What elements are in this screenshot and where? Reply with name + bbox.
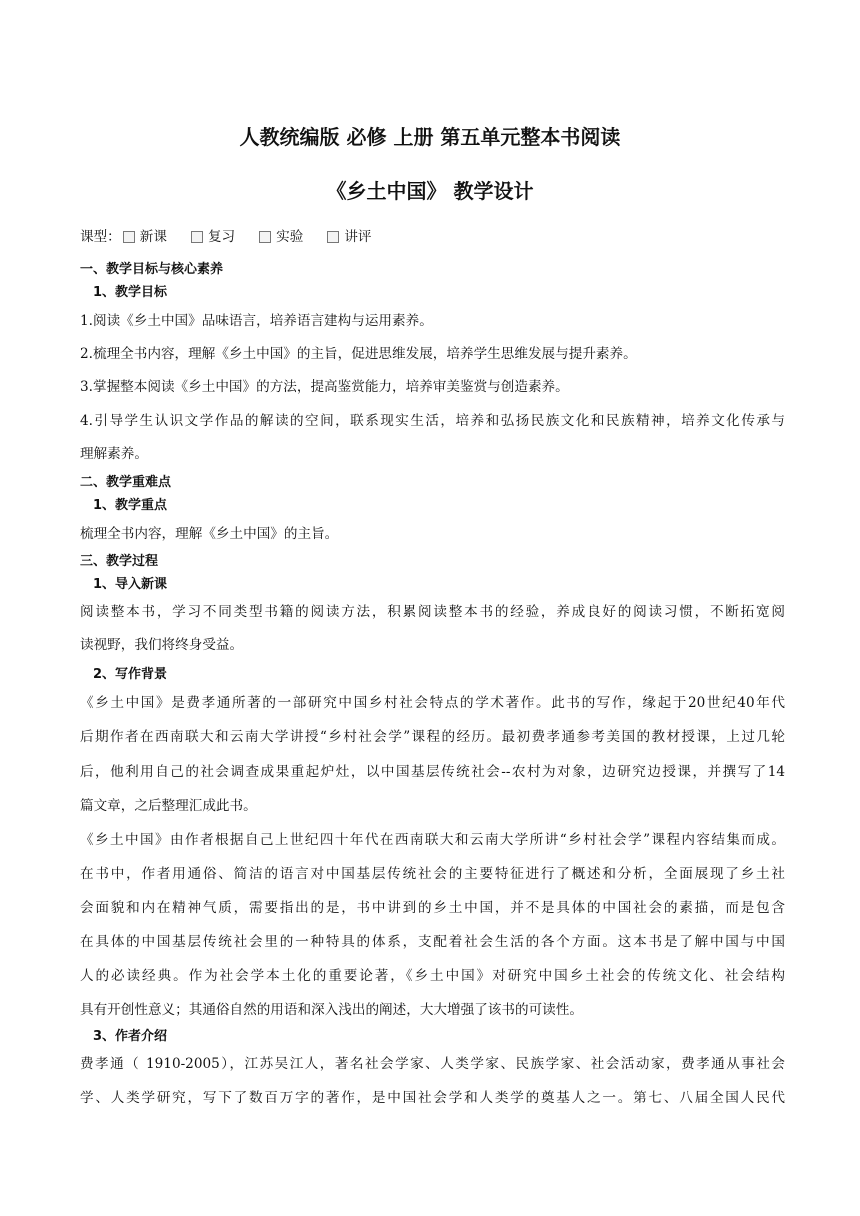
paragraph-line: 理解素养。 [80,446,148,462]
subsection-heading: 2、写作背景 [93,667,168,682]
course-type-option-experiment[interactable]: 实验 [257,227,303,247]
checkbox-icon[interactable] [327,231,339,243]
paragraph-line: 具有开创性意义；其通俗自然的用语和深入浅出的阐述，大大增强了该书的可读性。 [80,1002,583,1018]
section-heading: 三、教学过程 [80,554,159,569]
paragraph-line: 读视野，我们将终身受益。 [80,637,244,653]
checkbox-icon[interactable] [191,231,203,243]
course-type-option-lecture[interactable]: 讲评 [325,227,371,247]
subsection-heading: 1、教学目标 [93,285,168,300]
subsection-heading: 1、教学重点 [93,498,168,513]
paragraph-line: 《乡土中国》是费孝通所著的一部研究中国乡村社会特点的学术著作。此书的写作，缘起于20世纪40年代 [80,695,785,711]
paragraph-line: 阅读整本书，学习不同类型书籍的阅读方法，积累阅读整本书的经验，养成良好的阅读习惯，不断拓宽阅 [80,604,785,620]
paragraph-line: 人的必读经典。作为社会学本土化的重要论著，《乡土中国》对研究中国乡土社会的传统文化、社会结构 [80,968,785,984]
document-subtitle: 《乡土中国》 教学设计 [326,179,534,203]
section-heading: 二、教学重难点 [80,475,172,490]
course-type-row [80,227,394,247]
document-title: 人教统编版 必修 上册 第五单元整本书阅读 [239,125,621,149]
paragraph-line: 学、人类学研究，写下了数百万字的著作，是中国社会学和人类学的奠基人之一。第七、八届全国人民代 [80,1090,785,1106]
course-type-option-new[interactable]: 新课 [121,227,167,247]
paragraph-line: 会面貌和内在精神气质，需要指出的是，书中讲到的乡土中国，并不是具体的中国社会的素描，而是包含 [80,900,785,916]
paragraph-line: 《乡土中国》由作者根据自己上世纪四十年代在西南联大和云南大学所讲“乡村社会学”课程内容结集而成。 [80,832,785,848]
subsection-heading: 1、导入新课 [93,577,168,592]
subsection-heading: 3、作者介绍 [93,1029,168,1044]
paragraph-line: 2.梳理全书内容，理解《乡土中国》的主旨，促进思维发展，培养学生思维发展与提升素养。 [80,346,637,362]
paragraph-line: 4.引导学生认识文学作品的解读的空间，联系现实生活，培养和弘扬民族文化和民族精神，培养文化传承与 [80,413,785,429]
paragraph-line: 1.阅读《乡土中国》品味语言，培养语言建构与运用素养。 [80,313,433,329]
checkbox-icon[interactable] [123,231,135,243]
section-heading: 一、教学目标与核心素养 [80,262,224,277]
paragraph-line: 3.掌握整本阅读《乡土中国》的方法，提高鉴赏能力，培养审美鉴赏与创造素养。 [80,379,569,395]
paragraph-line: 后，他利用自己的社会调查成果重起炉灶，以中国基层传统社会--农村为对象，边研究边授课，并撰写了14 [80,764,785,780]
paragraph-line: 篇文章，之后整理汇成此书。 [80,798,257,814]
paragraph-line: 在书中，作者用通俗、简洁的语言对中国基层传统社会的主要特征进行了概述和分析，全面展现了乡土社 [80,866,785,882]
course-type-option-review[interactable]: 复习 [189,227,235,247]
paragraph-line: 梳理全书内容，理解《乡土中国》的主旨。 [80,526,339,542]
checkbox-icon[interactable] [259,231,271,243]
course-type-label: 课型： [80,229,121,245]
paragraph-line: 在具体的中国基层传统社会里的一种特具的体系，支配着社会生活的各个方面。这本书是了解中国与中国 [80,934,785,950]
paragraph-line: 费孝通（ 1910-2005），江苏吴江人，著名社会学家、人类学家、民族学家、社会活动家，费孝通从事社会 [80,1056,785,1072]
paragraph-line: 后期作者在西南联大和云南大学讲授“乡村社会学”课程的经历。最初费孝通参考美国的教材授课，上过几轮 [80,729,785,745]
